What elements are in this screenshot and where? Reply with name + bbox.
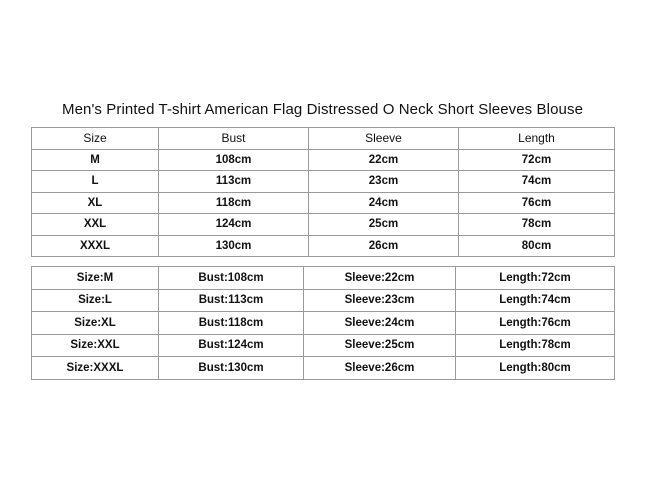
cell-bust: 118cm [159, 192, 309, 214]
cell-bust: 124cm [159, 214, 309, 236]
table-row [32, 312, 615, 335]
cell-length: Length:76cm [456, 312, 615, 335]
cell-size: XL [32, 192, 159, 214]
cell-size: Size:L [32, 289, 159, 312]
page-title: Men's Printed T-shirt American Flag Distressed O Neck Short Sleeves Blouse [61, 101, 584, 118]
header-size: Size [32, 128, 159, 150]
cell-sleeve: Sleeve:26cm [304, 357, 456, 380]
header-bust: Bust [159, 128, 309, 150]
cell-size: Size:XL [32, 312, 159, 335]
cell-length: 76cm [459, 192, 615, 214]
cell-bust: 108cm [159, 149, 309, 171]
cell-size: XXXL [32, 235, 159, 257]
cell-sleeve: 23cm [309, 171, 459, 193]
cell-sleeve: 24cm [309, 192, 459, 214]
table-row [32, 192, 615, 214]
cell-sleeve: 22cm [309, 149, 459, 171]
cell-size: Size:M [32, 267, 159, 290]
cell-sleeve: 26cm [309, 235, 459, 257]
header-length: Length [459, 128, 615, 150]
cell-size: L [32, 171, 159, 193]
cell-length: Length:72cm [456, 267, 615, 290]
cell-bust: 113cm [159, 171, 309, 193]
cell-length: 80cm [459, 235, 615, 257]
cell-size: Size:XXL [32, 334, 159, 357]
cell-sleeve: Sleeve:24cm [304, 312, 456, 335]
cell-length: Length:74cm [456, 289, 615, 312]
table-row [32, 235, 615, 257]
table-row [32, 357, 615, 380]
table-row [32, 149, 615, 171]
cell-bust: Bust:124cm [159, 334, 304, 357]
cell-size: XXL [32, 214, 159, 236]
size-chart-table [31, 127, 615, 257]
cell-length: 78cm [459, 214, 615, 236]
table-row [32, 267, 615, 290]
cell-size: M [32, 149, 159, 171]
table-header-row [32, 128, 615, 150]
header-sleeve: Sleeve [309, 128, 459, 150]
cell-length: 72cm [459, 149, 615, 171]
table-row [32, 289, 615, 312]
cell-sleeve: Sleeve:25cm [304, 334, 456, 357]
table-row [32, 214, 615, 236]
table-row [32, 334, 615, 357]
cell-bust: 130cm [159, 235, 309, 257]
cell-length: Length:80cm [456, 357, 615, 380]
labeled-size-table [31, 266, 615, 380]
cell-sleeve: Sleeve:23cm [304, 289, 456, 312]
cell-length: Length:78cm [456, 334, 615, 357]
cell-length: 74cm [459, 171, 615, 193]
cell-sleeve: Sleeve:22cm [304, 267, 456, 290]
cell-bust: Bust:118cm [159, 312, 304, 335]
cell-bust: Bust:108cm [159, 267, 304, 290]
cell-size: Size:XXXL [32, 357, 159, 380]
cell-bust: Bust:130cm [159, 357, 304, 380]
cell-bust: Bust:113cm [159, 289, 304, 312]
cell-sleeve: 25cm [309, 214, 459, 236]
table-row [32, 171, 615, 193]
